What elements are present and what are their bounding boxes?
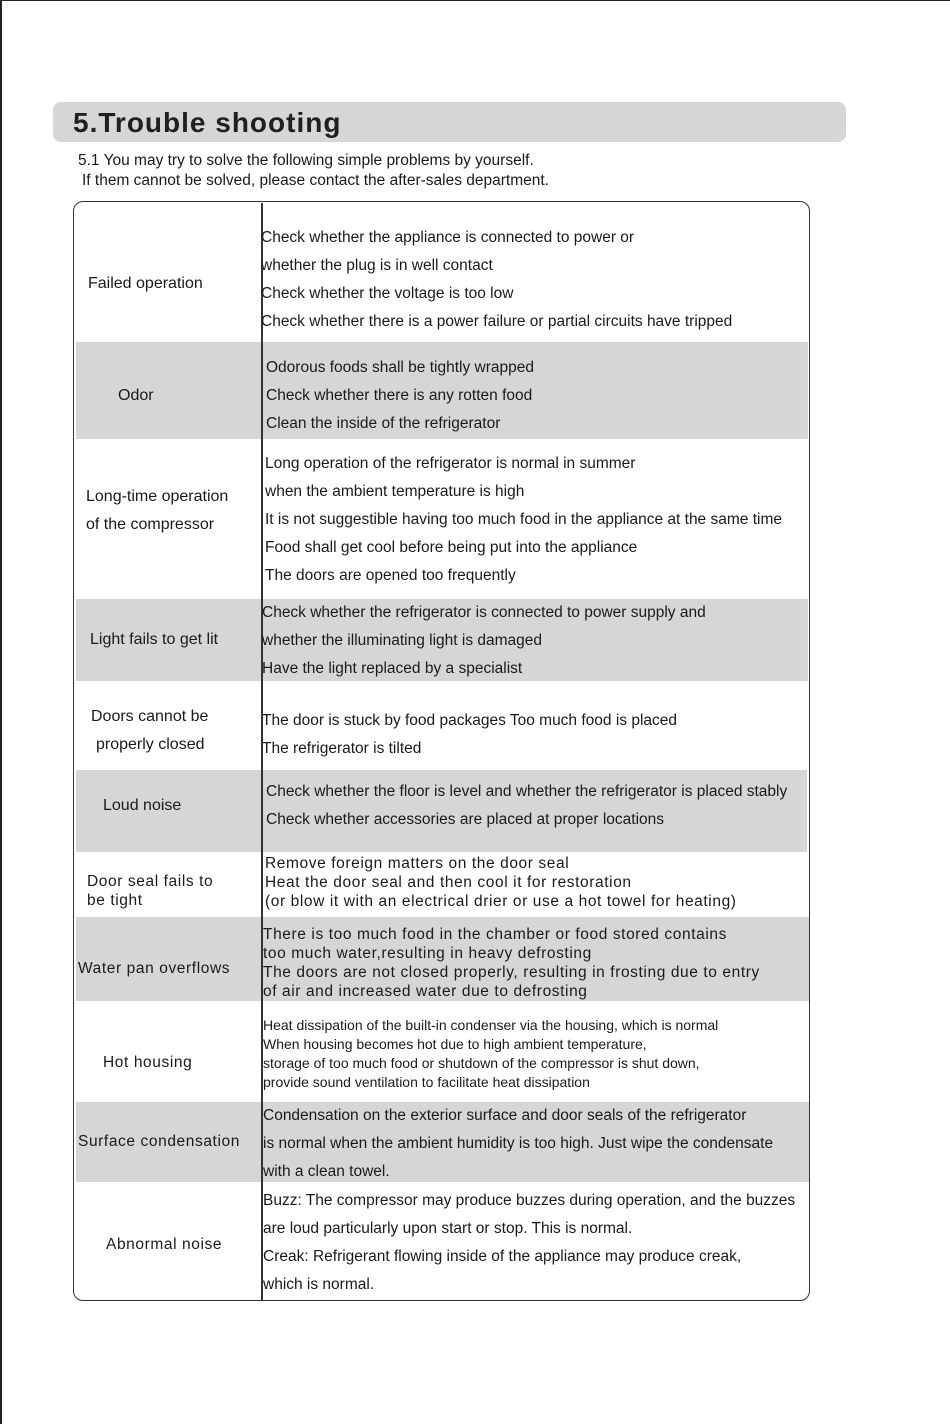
problem-label: Surface condensation [78, 1133, 240, 1150]
section-title-bar [53, 102, 846, 142]
cause-line: Clean the inside of the refrigerator [266, 415, 501, 432]
causes-door-seal [265, 854, 737, 911]
cause-line: Remove foreign matters on the door seal [265, 855, 570, 872]
cause-line: Have the light replaced by a specialist [262, 660, 523, 677]
cause-line: Heat the door seal and then cool it for restoration [265, 874, 632, 891]
cause-line: Food shall get cool before being put into the appliance [265, 539, 638, 556]
problem-label: Loud noise [103, 797, 182, 814]
cause-line: Check whether the appliance is connected to power or [261, 229, 635, 246]
cause-line: Check whether the voltage is too low [261, 285, 514, 302]
cause-line: Buzz: The compressor may produce buzzes during operation, and the buzzes [263, 1192, 796, 1209]
causes-abnormal-noise [263, 1187, 795, 1299]
causes-odor [266, 354, 534, 438]
problem-label: Failed operation [88, 275, 203, 292]
cause-line: Long operation of the refrigerator is normal in summer [265, 455, 636, 472]
cause-line: Heat dissipation of the built-in condenser via the housing, which is normal [263, 1017, 719, 1033]
cause-line: It is not suggestible having too much food in the appliance at the same time [265, 511, 782, 528]
intro-line-1: 5.1 You may try to solve the following simple problems by yourself. [78, 152, 534, 169]
cause-line: provide sound ventilation to facilitate heat dissipation [263, 1074, 590, 1090]
cause-line: The doors are not closed properly, resulting in frosting due to entry [263, 964, 760, 981]
cause-line: too much water,resulting in heavy defrosting [263, 945, 592, 962]
problem-surface-condensation [78, 1128, 240, 1156]
cause-line: Check whether accessories are placed at proper locations [266, 811, 665, 828]
causes-loud-noise [266, 778, 787, 834]
cause-line: whether the plug is in well contact [261, 257, 493, 274]
causes-surface-condensation [263, 1102, 773, 1186]
cause-line: which is normal. [263, 1276, 375, 1293]
problem-label: Abnormal noise [106, 1236, 223, 1253]
intro-text [78, 151, 549, 191]
cause-line: When housing becomes hot due to high ambient temperature, [263, 1036, 647, 1052]
cause-line: The door is stuck by food packages Too much food is placed [262, 712, 678, 729]
section-title-text: Trouble shooting [98, 107, 342, 138]
problem-label: Door seal fails to [87, 873, 214, 890]
problem-label: Odor [118, 387, 154, 404]
causes-doors-not-closed [262, 707, 677, 763]
problem-odor [118, 382, 154, 410]
problem-doors-not-closed [91, 703, 208, 759]
cause-line: with a clean towel. [263, 1163, 390, 1180]
problem-light-fails [90, 626, 218, 654]
cause-line: when the ambient temperature is high [265, 483, 525, 500]
problem-label: of the compressor [86, 516, 215, 533]
problem-hot-housing [103, 1049, 192, 1077]
cause-line: Creak: Refrigerant flowing inside of the appliance may produce creak, [263, 1248, 742, 1265]
cause-line: Check whether the floor is level and whether the refrigerator is placed stably [266, 783, 788, 800]
cause-line: Check whether there is any rotten food [266, 387, 533, 404]
section-title: 5.Trouble shooting [73, 107, 342, 138]
cause-line: is normal when the ambient humidity is too high. Just wipe the condensate [263, 1135, 774, 1152]
problem-label: Hot housing [103, 1054, 193, 1071]
problem-label: Water pan overflows [78, 960, 231, 977]
cause-line: Odorous foods shall be tightly wrapped [266, 359, 534, 376]
cause-line: The doors are opened too frequently [265, 567, 516, 584]
problem-label: Light fails to get lit [90, 631, 219, 648]
problem-door-seal [87, 872, 213, 910]
cause-line: storage of too much food or shutdown of the compressor is shut down, [263, 1055, 700, 1071]
problem-label: Doors cannot be [91, 708, 209, 725]
problem-long-time-operation [86, 483, 228, 539]
cause-line: Check whether the refrigerator is connected to power supply and [262, 604, 706, 621]
cause-line: Condensation on the exterior surface and door seals of the refrigerator [263, 1107, 747, 1124]
section-number: 5 [73, 107, 90, 138]
problem-failed-operation [88, 270, 203, 298]
cause-line: Check whether there is a power failure or partial circuits have tripped [261, 313, 733, 330]
causes-light-fails [262, 599, 706, 683]
problem-label: be tight [87, 892, 143, 909]
cause-line: The refrigerator is tilted [262, 740, 422, 757]
cause-line: There is too much food in the chamber or food stored contains [263, 926, 727, 943]
problem-label: Long-time operation [86, 488, 229, 505]
problem-abnormal-noise [106, 1231, 222, 1259]
problem-label: properly closed [96, 736, 205, 753]
causes-hot-housing [263, 1016, 718, 1092]
cause-line: whether the illuminating light is damaged [262, 632, 543, 649]
problem-water-pan [78, 955, 230, 983]
cause-line: are loud particularly upon start or stop. This is normal. [263, 1220, 633, 1237]
cause-line: of air and increased water due to defrosting [263, 983, 588, 1000]
problem-loud-noise [103, 792, 181, 820]
causes-water-pan [263, 925, 760, 1001]
cause-line: (or blow it with an electrical drier or use a hot towel for heating) [265, 893, 737, 910]
causes-failed-operation [261, 224, 732, 336]
intro-line-2: If them cannot be solved, please contact the after-sales department. [82, 172, 549, 189]
causes-long-time-operation [265, 450, 782, 590]
